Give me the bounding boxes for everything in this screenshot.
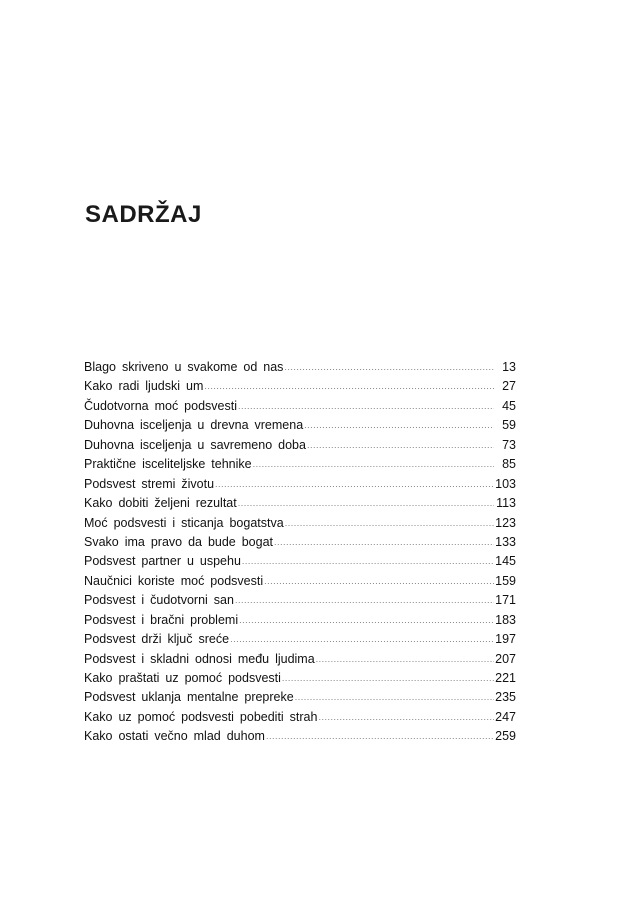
toc-entry [84,494,516,513]
toc-entry-page: 113 [496,496,516,511]
toc-entry-title: Podsvest i čudotvorni san [84,593,234,608]
toc-entry-page: 207 [495,651,516,666]
toc-entry-title: Podsvest partner u uspehu [84,554,241,569]
toc-dot-leader [273,533,494,552]
toc-dot-leader [315,650,494,669]
table-of-contents [84,358,516,747]
toc-entry [84,358,516,377]
toc-entry [84,552,516,571]
toc-entry-page: 159 [495,573,516,588]
toc-entry-title: Čudotvorna moć podsvesti [84,398,237,413]
toc-entry-title: Duhovna isceljenja u drevna vremena [84,418,304,433]
toc-entry-page: 123 [495,515,516,530]
toc-dot-leader [265,727,494,746]
toc-entry-page: 171 [495,593,516,608]
toc-entry-page: 197 [495,632,516,647]
toc-entry-page: 13 [502,360,516,374]
toc-dot-leader [237,397,494,416]
toc-entry [84,630,516,649]
toc-entry-page: 59 [502,418,516,433]
toc-dot-leader [294,688,494,707]
toc-entry-page: 103 [495,476,516,491]
toc-dot-leader [214,475,494,494]
toc-entry [84,475,516,494]
toc-entry [84,436,516,455]
toc-dot-leader [238,611,494,630]
toc-entry [84,650,516,669]
toc-entry-title: Svako ima pravo da bude bogat [84,534,274,549]
page-title: SADRŽAJ [85,201,202,228]
toc-entry [84,533,516,552]
toc-entry-page: 183 [495,612,516,627]
toc-dot-leader [203,377,494,396]
toc-dot-leader [303,416,494,435]
toc-entry-title: Naučnici koriste moć podsvesti [84,573,264,588]
toc-entry-page: 133 [495,534,516,549]
toc-dot-leader [241,552,494,571]
toc-entry-title: Kako dobiti željeni rezultat [84,496,237,511]
toc-entry-title: Kako praštati uz pomoć podsvesti [84,671,281,685]
toc-entry-title: Moć podsvesti i sticanja bogatstva [84,515,284,530]
toc-entry-title: Duhovna isceljenja u savremeno doba [84,437,306,452]
toc-entry-page: 145 [495,554,516,569]
toc-entry-page: 221 [495,671,516,685]
toc-dot-leader [229,630,494,649]
toc-entry-title: Podsvest uklanja mentalne prepreke [84,690,294,705]
toc-entry-title: Podsvest i bračni problemi [84,612,239,627]
toc-entry-page: 247 [495,709,516,724]
toc-entry-page: 85 [502,457,516,472]
toc-dot-leader [281,669,494,688]
toc-entry-title: Kako radi ljudski um [84,379,204,394]
toc-entry [84,591,516,610]
toc-entry [84,669,516,688]
toc-entry [84,514,516,533]
toc-entry [84,377,516,396]
toc-entry-title: Blago skriveno u svakome od nas [84,360,284,374]
toc-entry-title: Podsvest drži ključ sreće [84,632,230,647]
toc-entry-page: 235 [495,690,516,705]
toc-entry [84,397,516,416]
toc-entry-title: Praktične isceliteljske tehnike [84,457,252,472]
toc-entry [84,688,516,707]
toc-entry [84,708,516,727]
toc-dot-leader [234,591,494,610]
toc-dot-leader [306,436,494,455]
toc-entry-title: Kako uz pomoć podsvesti pobediti strah [84,709,318,724]
toc-dot-leader [237,494,494,513]
toc-entry-page: 73 [502,437,516,452]
toc-entry [84,611,516,630]
toc-entry-page: 259 [495,729,516,744]
toc-dot-leader [252,455,494,474]
toc-entry-title: Podsvest stremi životu [84,476,215,491]
toc-entry [84,416,516,435]
toc-dot-leader [284,514,494,533]
toc-entry [84,572,516,591]
toc-entry-title: Kako ostati večno mlad duhom [84,729,265,744]
toc-dot-leader [283,358,494,377]
toc-entry [84,727,516,746]
toc-entry-page: 27 [502,379,516,394]
toc-dot-leader [317,708,494,727]
toc-dot-leader [263,572,494,591]
toc-entry-title: Podsvest i skladni odnosi među ljudima [84,651,315,666]
toc-entry-page: 45 [502,398,516,413]
toc-entry [84,455,516,474]
